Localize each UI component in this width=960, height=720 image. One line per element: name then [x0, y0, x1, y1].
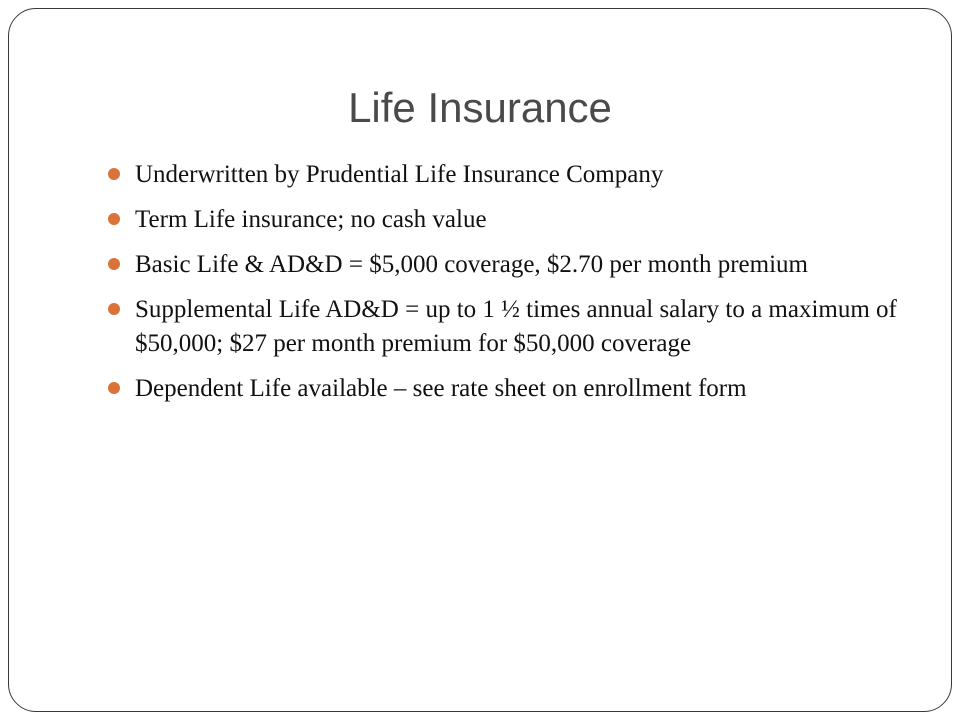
bullet-item	[106, 203, 906, 237]
bullet-text: Supplemental Life AD&D = up to 1 ½ times annual salary to a maximum of $50,000; $27 per month premium for $50,000 coverage	[135, 296, 897, 357]
bullet-item	[106, 158, 906, 192]
bullet-dot-icon	[108, 168, 120, 180]
bullet-dot-icon	[108, 382, 120, 394]
bullet-dot-icon	[108, 303, 120, 315]
slide-title: Life Insurance	[348, 84, 612, 131]
bullet-dot-icon	[108, 213, 120, 225]
bullet-item	[106, 293, 906, 361]
bullet-text: Dependent Life available – see rate sheet on enrollment form	[135, 375, 747, 402]
bullet-text: Basic Life & AD&D = $5,000 coverage, $2.70 per month premium	[135, 251, 808, 278]
bullet-dot-icon	[108, 258, 120, 270]
bullet-item	[106, 248, 906, 282]
bullet-text: Underwritten by Prudential Life Insurance Company	[135, 161, 664, 188]
bullet-text: Term Life insurance; no cash value	[135, 206, 487, 233]
bullet-list	[106, 158, 906, 417]
bullet-item	[106, 372, 906, 406]
